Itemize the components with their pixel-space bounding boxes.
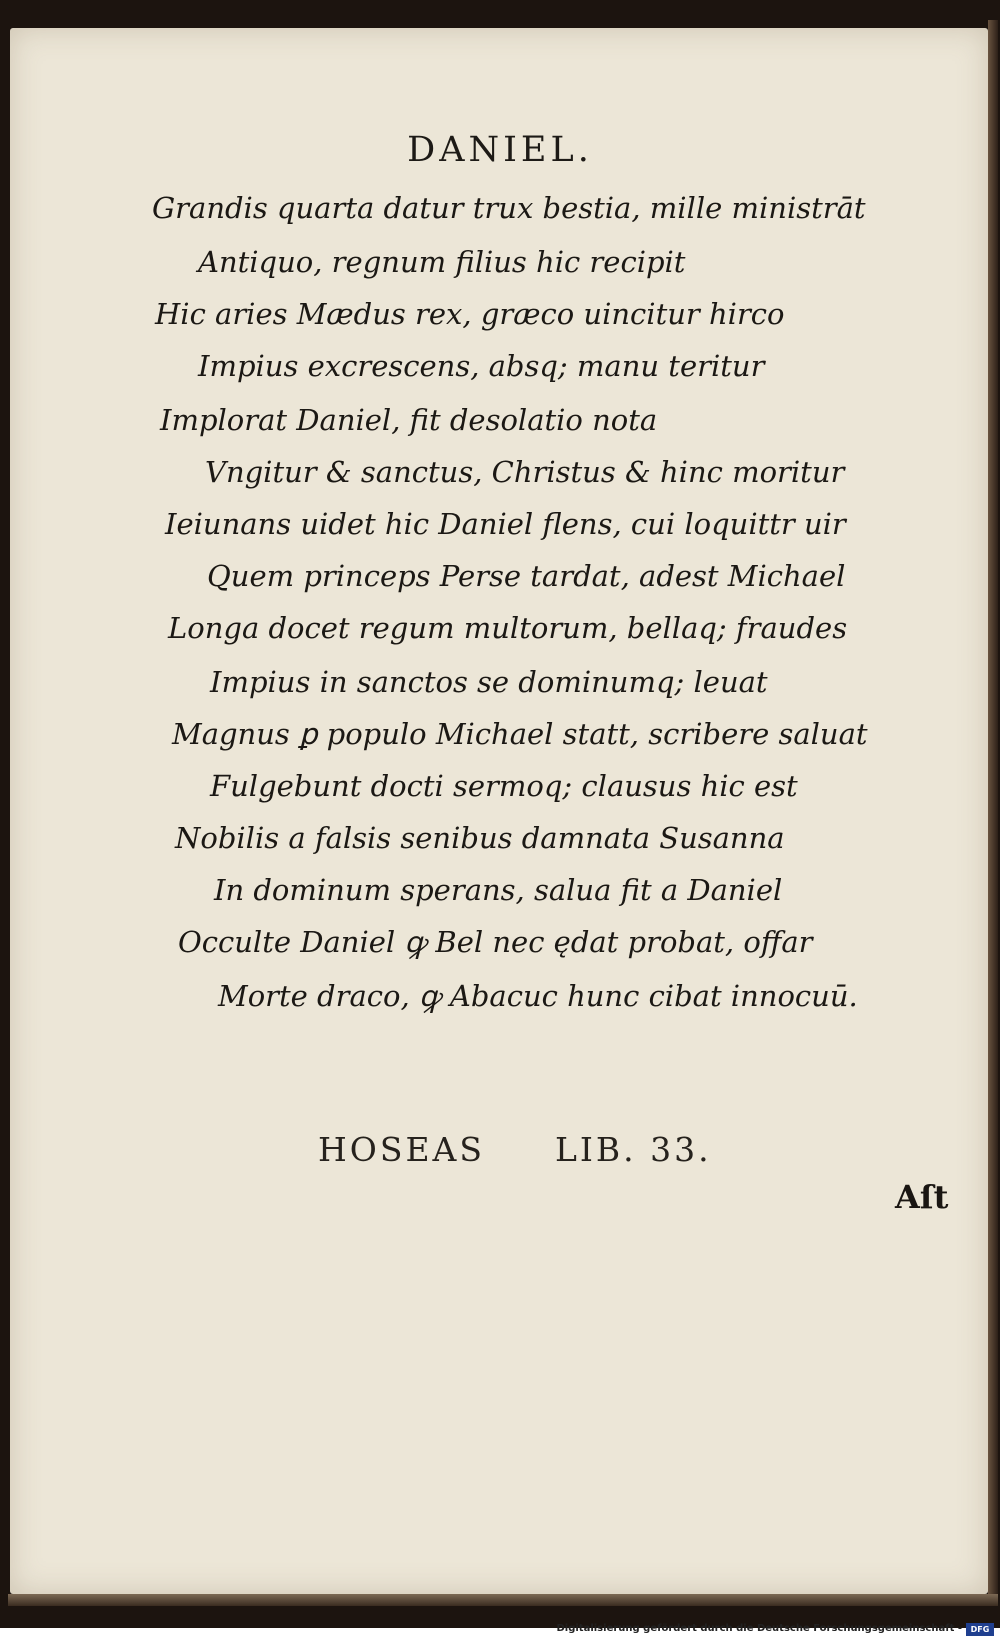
verse-line: Impius excrescens, absq; manu teritur: [198, 349, 765, 383]
section-title: HOSEAS: [318, 1130, 485, 1169]
next-section-heading: [318, 1130, 712, 1169]
verse-line: Impius in sanctos se dominumq; leuat: [210, 665, 768, 699]
digitization-credit: Digitalisierung gefördert durch die Deutsche Forschungsgemeinschaft -: [556, 1623, 962, 1634]
section-lib: LIB.: [554, 1130, 637, 1169]
verse-line: Grandis quarta datur trux bestia, mille ministrāt: [152, 191, 866, 225]
verse-line: Magnus ꝑ populo Michael statt, scribere saluat: [172, 717, 868, 751]
dfg-logo: DFG: [966, 1623, 994, 1636]
verse-line: Quem princeps Perse tardat, adest Michael: [207, 559, 846, 593]
verse-line: Occulte Daniel ꝙ Bel nec ędat probat, offar: [178, 925, 813, 959]
verse-line: Fulgebunt docti sermoq; clausus hic est: [210, 769, 798, 803]
catchword: Aſt: [895, 1178, 949, 1216]
section-number: 33.: [650, 1130, 712, 1169]
verse-line: Implorat Daniel, fit desolatio nota: [160, 403, 658, 437]
verse-line: Vngitur & sanctus, Christus & hinc moritur: [205, 455, 845, 489]
verse-line: In dominum sperans, salua fit a Daniel: [214, 873, 783, 907]
verse-line: Ieiunans uidet hic Daniel flens, cui loquittr uir: [165, 507, 846, 541]
verse-line: Longa docet regum multorum, bellaq; fraudes: [168, 611, 848, 645]
verse-line: Antiquo, regnum filius hic recipit: [198, 245, 686, 279]
page-heading: DANIEL.: [407, 130, 593, 170]
page-edge-bottom: [8, 1594, 998, 1606]
verse-line: Morte draco, ꝙ Abacuc hunc cibat innocuū.: [218, 979, 858, 1013]
verse-line: Hic aries Mædus rex, græco uincitur hirco: [155, 297, 785, 331]
page-edge-right: [988, 20, 998, 1600]
verse-line: Nobilis a falsis senibus damnata Susanna: [175, 821, 785, 855]
